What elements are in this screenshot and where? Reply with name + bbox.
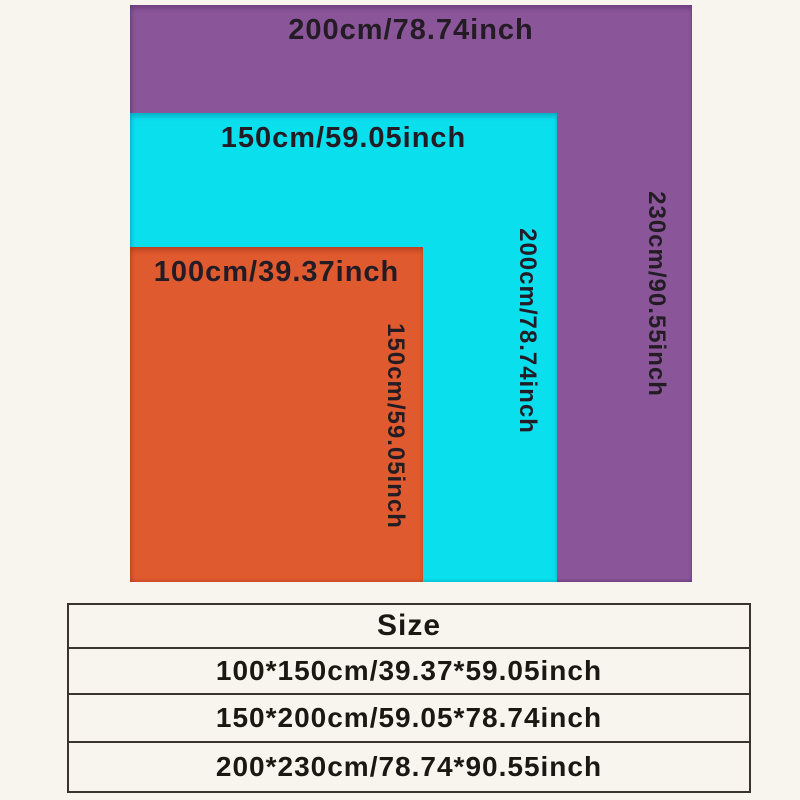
width-label-150cm: 150cm/59.05inch	[220, 122, 467, 154]
size-table	[67, 603, 751, 793]
height-label-200cm: 200cm/78.74inch	[514, 227, 541, 434]
size-table-row-100x150: 100*150cm/39.37*59.05inch	[69, 647, 749, 693]
size-table-row-150x200: 150*200cm/59.05*78.74inch	[69, 693, 749, 741]
size-table-header: Size	[376, 609, 442, 642]
width-label-200cm: 200cm/78.74inch	[288, 14, 534, 46]
size-rect-100x150cm	[130, 247, 423, 582]
height-label-150cm: 150cm/59.05inch	[382, 322, 409, 529]
size-table-row-200x230: 200*230cm/78.74*90.55inch	[69, 741, 749, 791]
width-label-100cm: 100cm/39.37inch	[153, 256, 400, 288]
height-label-230cm: 230cm/90.55inch	[643, 190, 670, 397]
